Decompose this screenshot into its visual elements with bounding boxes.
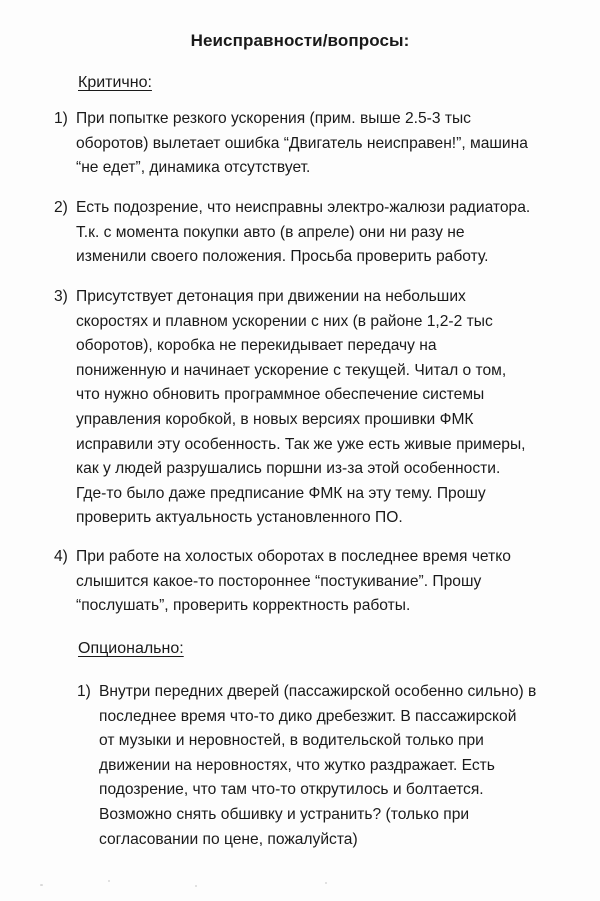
document-title: Неисправности/вопросы: (190, 31, 410, 50)
scan-speck (108, 880, 110, 882)
scan-speck (195, 885, 197, 887)
optional-heading: Опционально: (78, 640, 184, 657)
item-number: 3) (54, 288, 68, 305)
item-text: При попытке резкого ускорения (прим. выше 2.5-3 тыс оборотов) вылетает ошибка “Двигатель неисправен!”, машина “не едет”, динамика отсутствует. (76, 110, 528, 177)
scan-speck (325, 882, 327, 884)
item-text: Присутствует детонация при движении на небольших скоростях и плавном ускорении с них (в районе 1,2-2 тыс оборотов), коробка не перекидывает передачу на пониженную и начинает ускорение с текущей. Читал о том, что нужно обновить программное обеспечение системы управления коробкой, в новых версиях прошивки ФМК исправили эту особенность. Так же уже есть живые примеры, как у людей разрушались поршни из-за этой особенности. Где-то было даже предписание ФМК на эту тему. Прошу проверить актуальность установленного ПО. (76, 288, 526, 527)
critical-heading: Критично: (78, 74, 152, 91)
item-text: Внутри передних дверей (пассажирской особенно сильно) в последнее время что-то дико дребезжит. В пассажирской от музыки и неровностей, в водительской только при движении на неровностях, что жутко раздражает. Есть подозрение, что там что-то открутилось и болтается. Возможно снять обшивку и устранить? (только при согласовании по цене, пожалуйста) (99, 683, 537, 848)
item-text: Есть подозрение, что неисправны электро-жалюзи радиатора. Т.к. с момента покупки авто (в апреле) они ни разу не изменили своего положения. Просьба проверить работу. (76, 199, 531, 266)
item-number: 1) (54, 110, 68, 127)
item-text: При работе на холостых оборотах в последнее время четко слышится какое-то постороннее “постукивание”. Прошу “послушать”, проверить корректность работы. (76, 548, 511, 615)
item-number: 2) (54, 199, 68, 216)
scan-speck (40, 884, 43, 886)
item-number: 4) (54, 548, 68, 565)
item-number: 1) (77, 683, 91, 700)
